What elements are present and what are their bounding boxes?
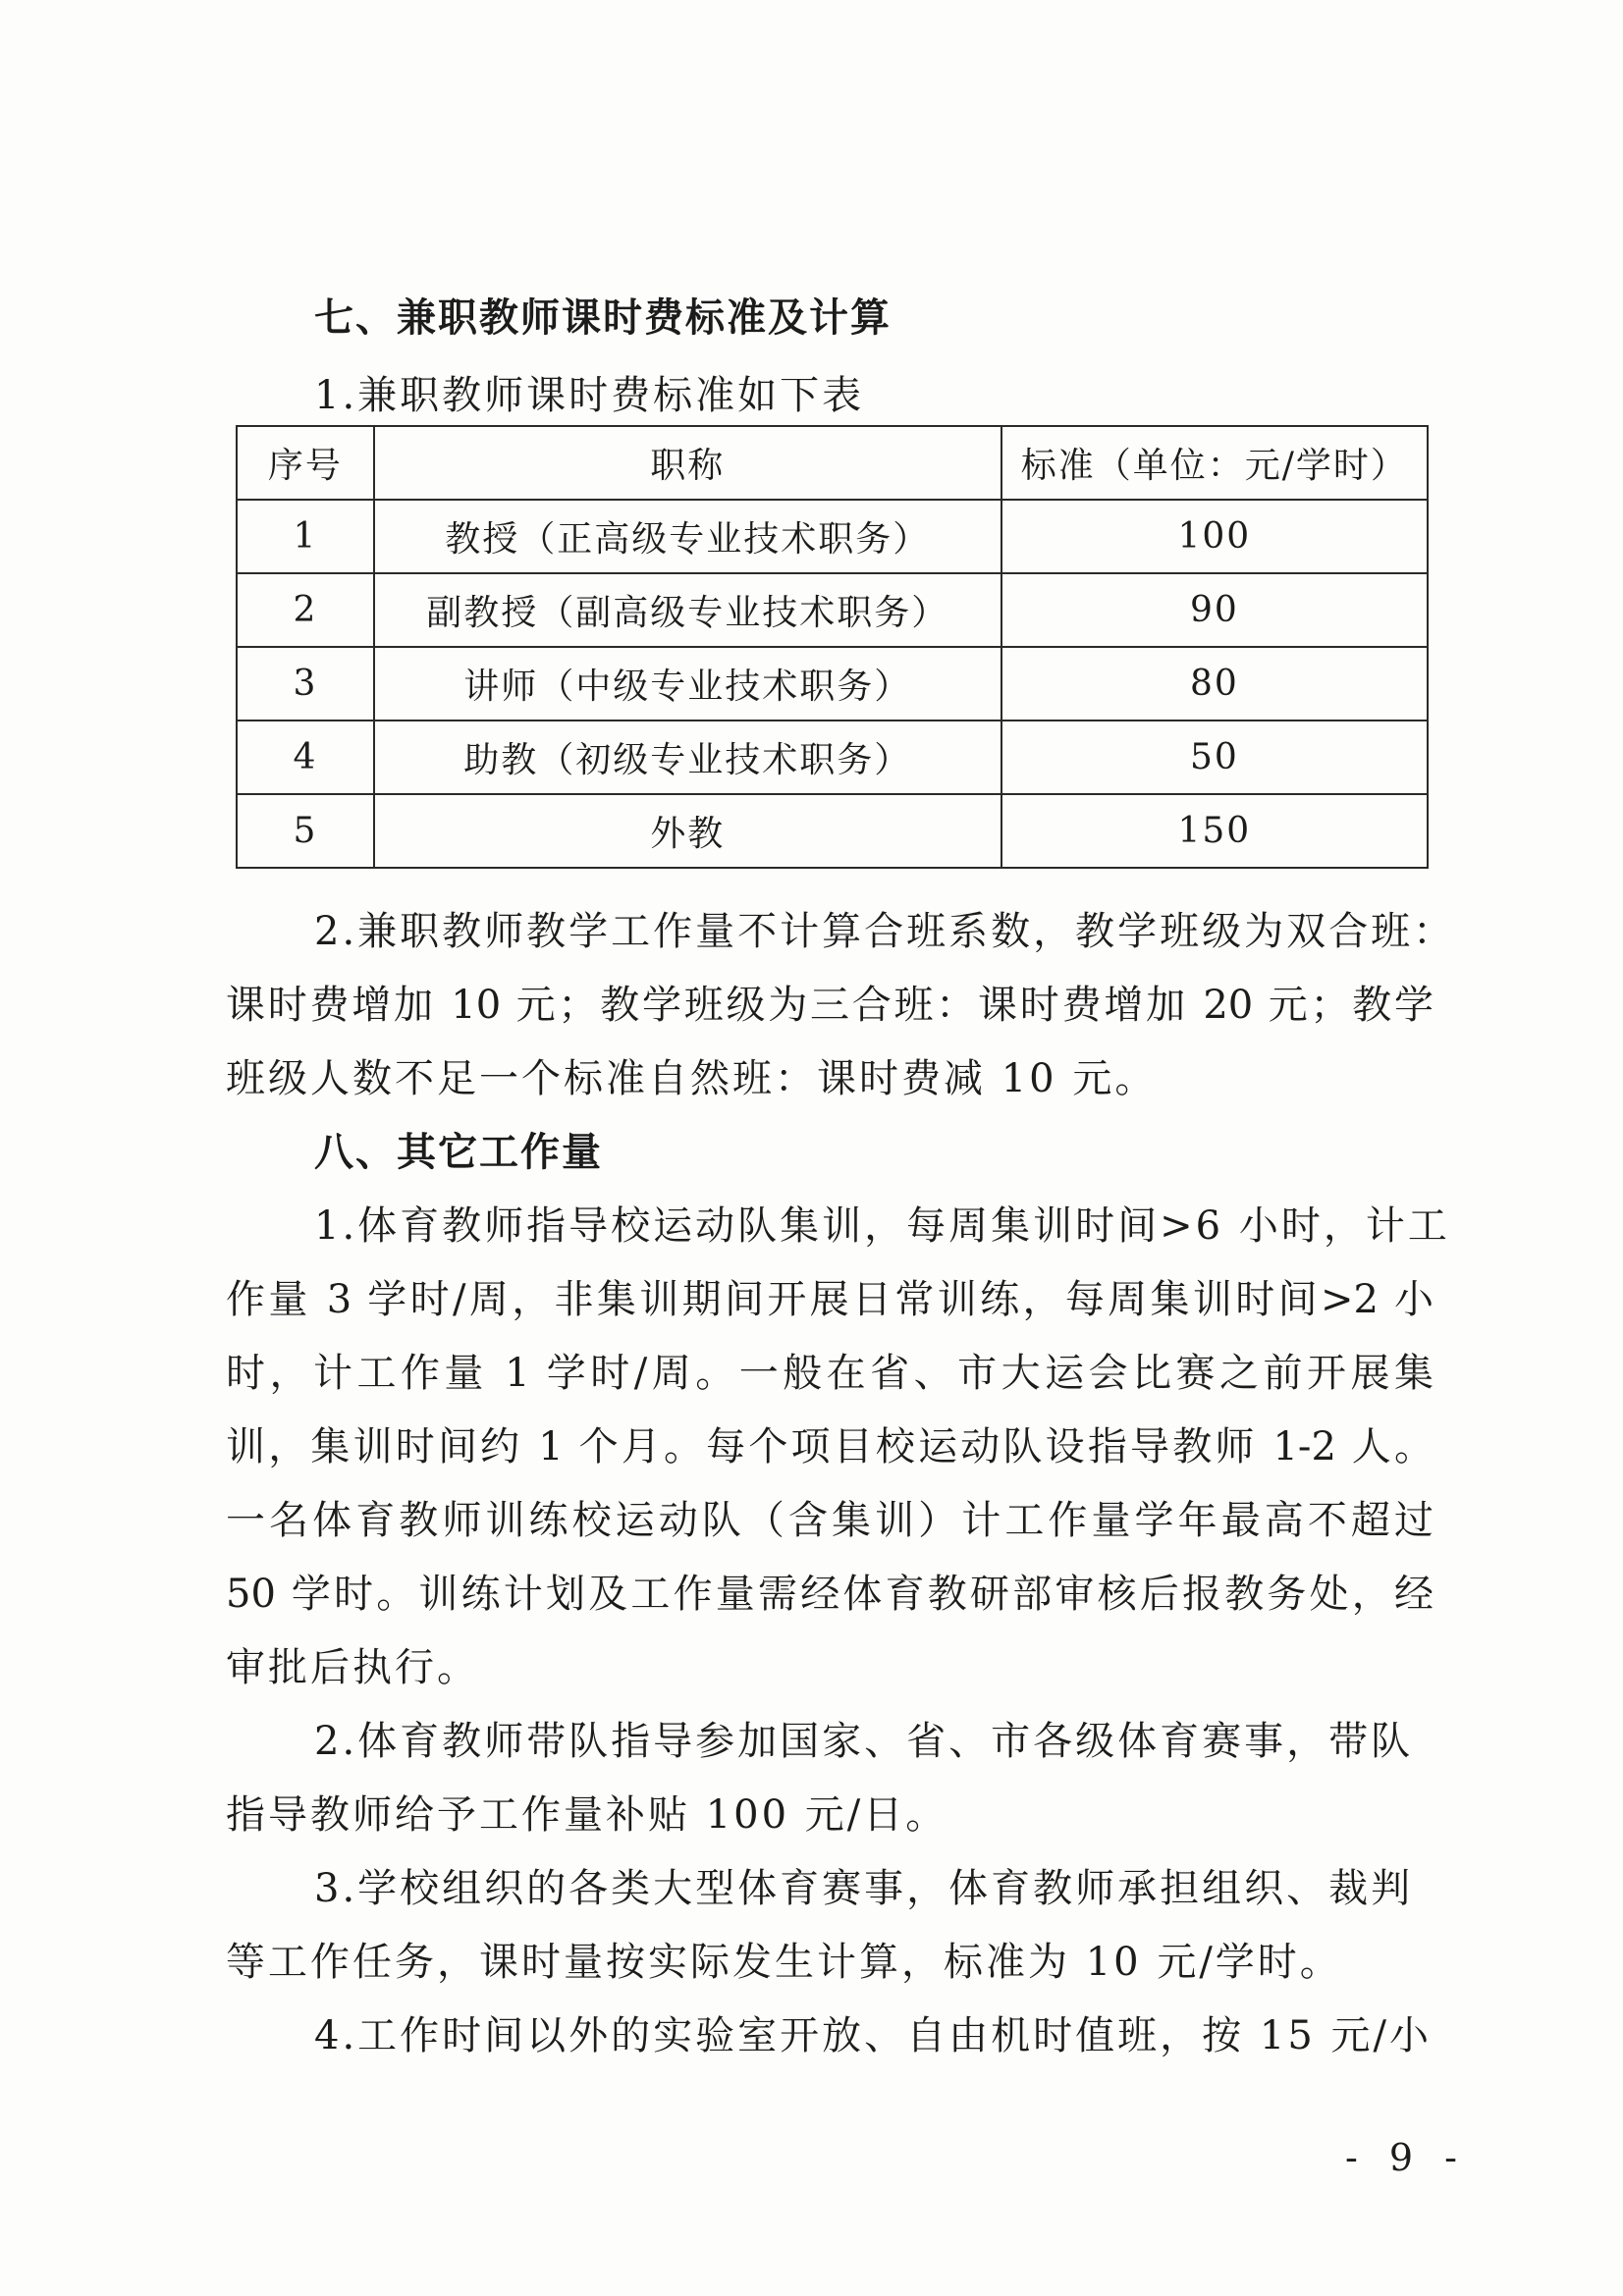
section-8-item-1-line-3: 时，计工作量 1 学时/周。一般在省、市大运会比赛之前开展集 [226,1351,1434,1396]
section-8-item-1-line-6: 50 学时。训练计划及工作量需经体育教研部审核后报教务处，经 [226,1572,1434,1617]
section-8-item-3-line-2: 等工作任务，课时量按实际发生计算，标准为 10 元/学时。 [226,1940,1342,1985]
cell-index: 1 [237,500,374,573]
cell-index: 5 [237,794,374,868]
section-7-item-2-line-1: 2.兼职教师教学工作量不计算合班系数，教学班级为双合班： [314,909,1456,954]
section-7-heading: 七、兼职教师课时费标准及计算 [314,295,892,341]
section-8-item-1-line-7: 审批后执行。 [226,1645,479,1690]
table-row [237,794,1428,868]
section-8-item-1-line-5: 一名体育教师训练校运动队（含集训）计工作量学年最高不超过 [226,1498,1434,1543]
fee-standard-table [236,425,1429,869]
cell-standard: 150 [1001,794,1428,868]
header-title: 职称 [374,426,1001,500]
cell-index: 2 [237,573,374,647]
section-8-item-1-line-4: 训，集训时间约 1 个月。每个项目校运动队设指导教师 1-2 人。 [226,1424,1434,1469]
section-8-item-1-line-2: 作量 3 学时/周，非集训期间开展日常训练，每周集训时间>2 小 [226,1277,1434,1322]
cell-standard: 90 [1001,573,1428,647]
table-row [237,500,1428,573]
section-8-item-3-line-1: 3.学校组织的各类大型体育赛事，体育教师承担组织、裁判 [314,1866,1414,1911]
cell-standard: 100 [1001,500,1428,573]
section-8-item-4-line-1: 4.工作时间以外的实验室开放、自由机时值班，按 15 元/小 [314,2013,1432,2058]
cell-index: 4 [237,721,374,794]
header-index: 序号 [237,426,374,500]
section-8-heading: 八、其它工作量 [314,1130,603,1175]
cell-title: 讲师（中级专业技术职务） [374,647,1001,721]
cell-title: 教授（正高级专业技术职务） [374,500,1001,573]
table-row [237,573,1428,647]
cell-title: 外教 [374,794,1001,868]
section-8-item-2-line-1: 2.体育教师带队指导参加国家、省、市各级体育赛事，带队 [314,1719,1414,1764]
cell-standard: 80 [1001,647,1428,721]
section-7-item-1: 1.兼职教师课时费标准如下表 [314,373,865,418]
table-row [237,647,1428,721]
section-7-item-2-line-2: 课时费增加 10 元；教学班级为三合班：课时费增加 20 元；教学 [226,983,1434,1028]
page-number: - 9 - [1345,2136,1468,2179]
cell-standard: 50 [1001,721,1428,794]
cell-index: 3 [237,647,374,721]
cell-title: 副教授（副高级专业技术职务） [374,573,1001,647]
section-7-item-2-line-3: 班级人数不足一个标准自然班：课时费减 10 元。 [226,1056,1158,1101]
section-8-item-2-line-2: 指导教师给予工作量补贴 100 元/日。 [226,1792,948,1838]
cell-title: 助教（初级专业技术职务） [374,721,1001,794]
header-standard: 标准（单位：元/学时） [1001,426,1428,500]
section-8-item-1-line-1: 1.体育教师指导校运动队集训，每周集训时间>6 小时，计工 [314,1203,1450,1249]
table-header-row [237,426,1428,500]
table-row [237,721,1428,794]
